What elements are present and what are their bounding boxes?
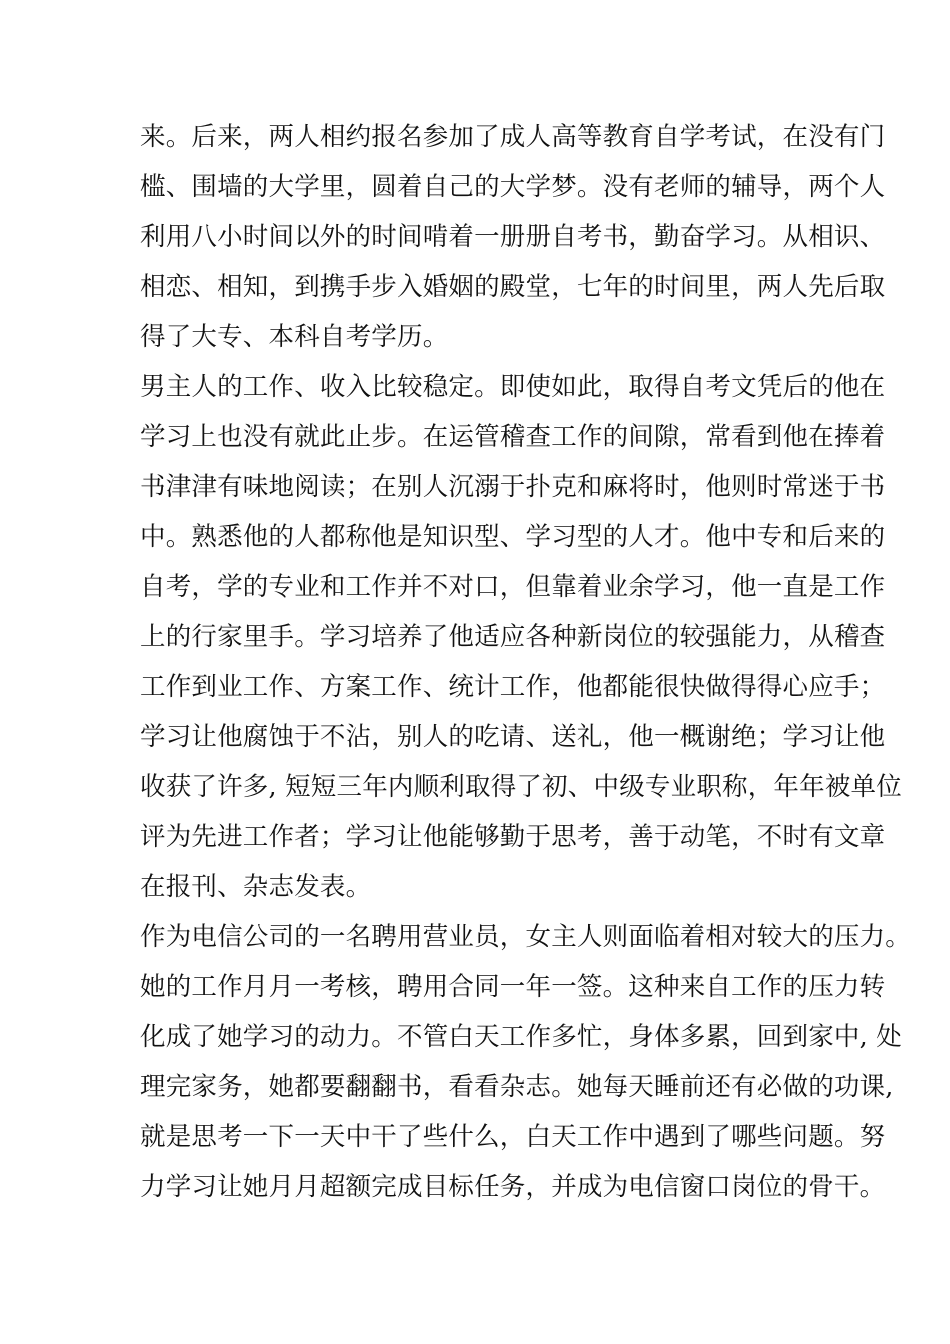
text-line: 作为电信公司的一名聘用营业员，女主人则面临着相对较大的压力。 [140, 922, 912, 952]
text-line: 来。后来，两人相约报名参加了成人高等教育自学考试，在没有门 [140, 122, 886, 152]
text-line: 上的行家里手。学习培养了他适应各种新岗位的较强能力，从稽查 [140, 622, 886, 652]
text-line: 化成了她学习的动力。不管白天工作多忙，身体多累，回到家中, 处 [140, 1022, 902, 1052]
text-line: 学习上也没有就此止步。在运管稽查工作的间隙，常看到他在捧着 [140, 422, 886, 452]
text-line: 自考，学的专业和工作并不对口，但靠着业余学习，他一直是工作 [140, 572, 886, 602]
text-line: 男主人的工作、收入比较稳定。即使如此，取得自考文凭后的他在 [140, 372, 886, 402]
text-line: 她的工作月月一考核，聘用合同一年一签。这种来自工作的压力转 [140, 972, 886, 1002]
text-line: 相恋、相知，到携手步入婚姻的殿堂，七年的时间里，两人先后取 [140, 272, 886, 302]
text-line: 在报刊、杂志发表。 [140, 872, 372, 902]
text-line: 书津津有味地阅读；在别人沉溺于扑克和麻将时，他则时常迷于书 [140, 472, 886, 502]
text-line: 评为先进工作者；学习让他能够勤于思考，善于动笔，不时有文章 [140, 822, 886, 852]
text-line: 就是思考一下一天中干了些什么，白天工作中遇到了哪些问题。努 [140, 1122, 886, 1152]
text-line: 中。熟悉他的人都称他是知识型、学习型的人才。他中专和后来的 [140, 522, 886, 552]
text-line: 理完家务，她都要翻翻书，看看杂志。她每天睡前还有必做的功课, [140, 1072, 894, 1102]
text-line: 力学习让她月月超额完成目标任务，并成为电信窗口岗位的骨干。 [140, 1172, 886, 1202]
text-line: 收获了许多, 短短三年内顺利取得了初、中级专业职称，年年被单位 [140, 772, 902, 802]
text-line: 工作到业工作、方案工作、统计工作，他都能很快做得得心应手； [140, 672, 886, 702]
text-line: 槛、围墙的大学里，圆着自己的大学梦。没有老师的辅导，两个人 [140, 172, 886, 202]
text-line: 得了大专、本科自考学历。 [140, 322, 449, 352]
text-line: 学习让他腐蚀于不沾，别人的吃请、送礼，他一概谢绝；学习让他 [140, 722, 886, 752]
text-line: 利用八小时间以外的时间啃着一册册自考书，勤奋学习。从相识、 [140, 222, 886, 252]
